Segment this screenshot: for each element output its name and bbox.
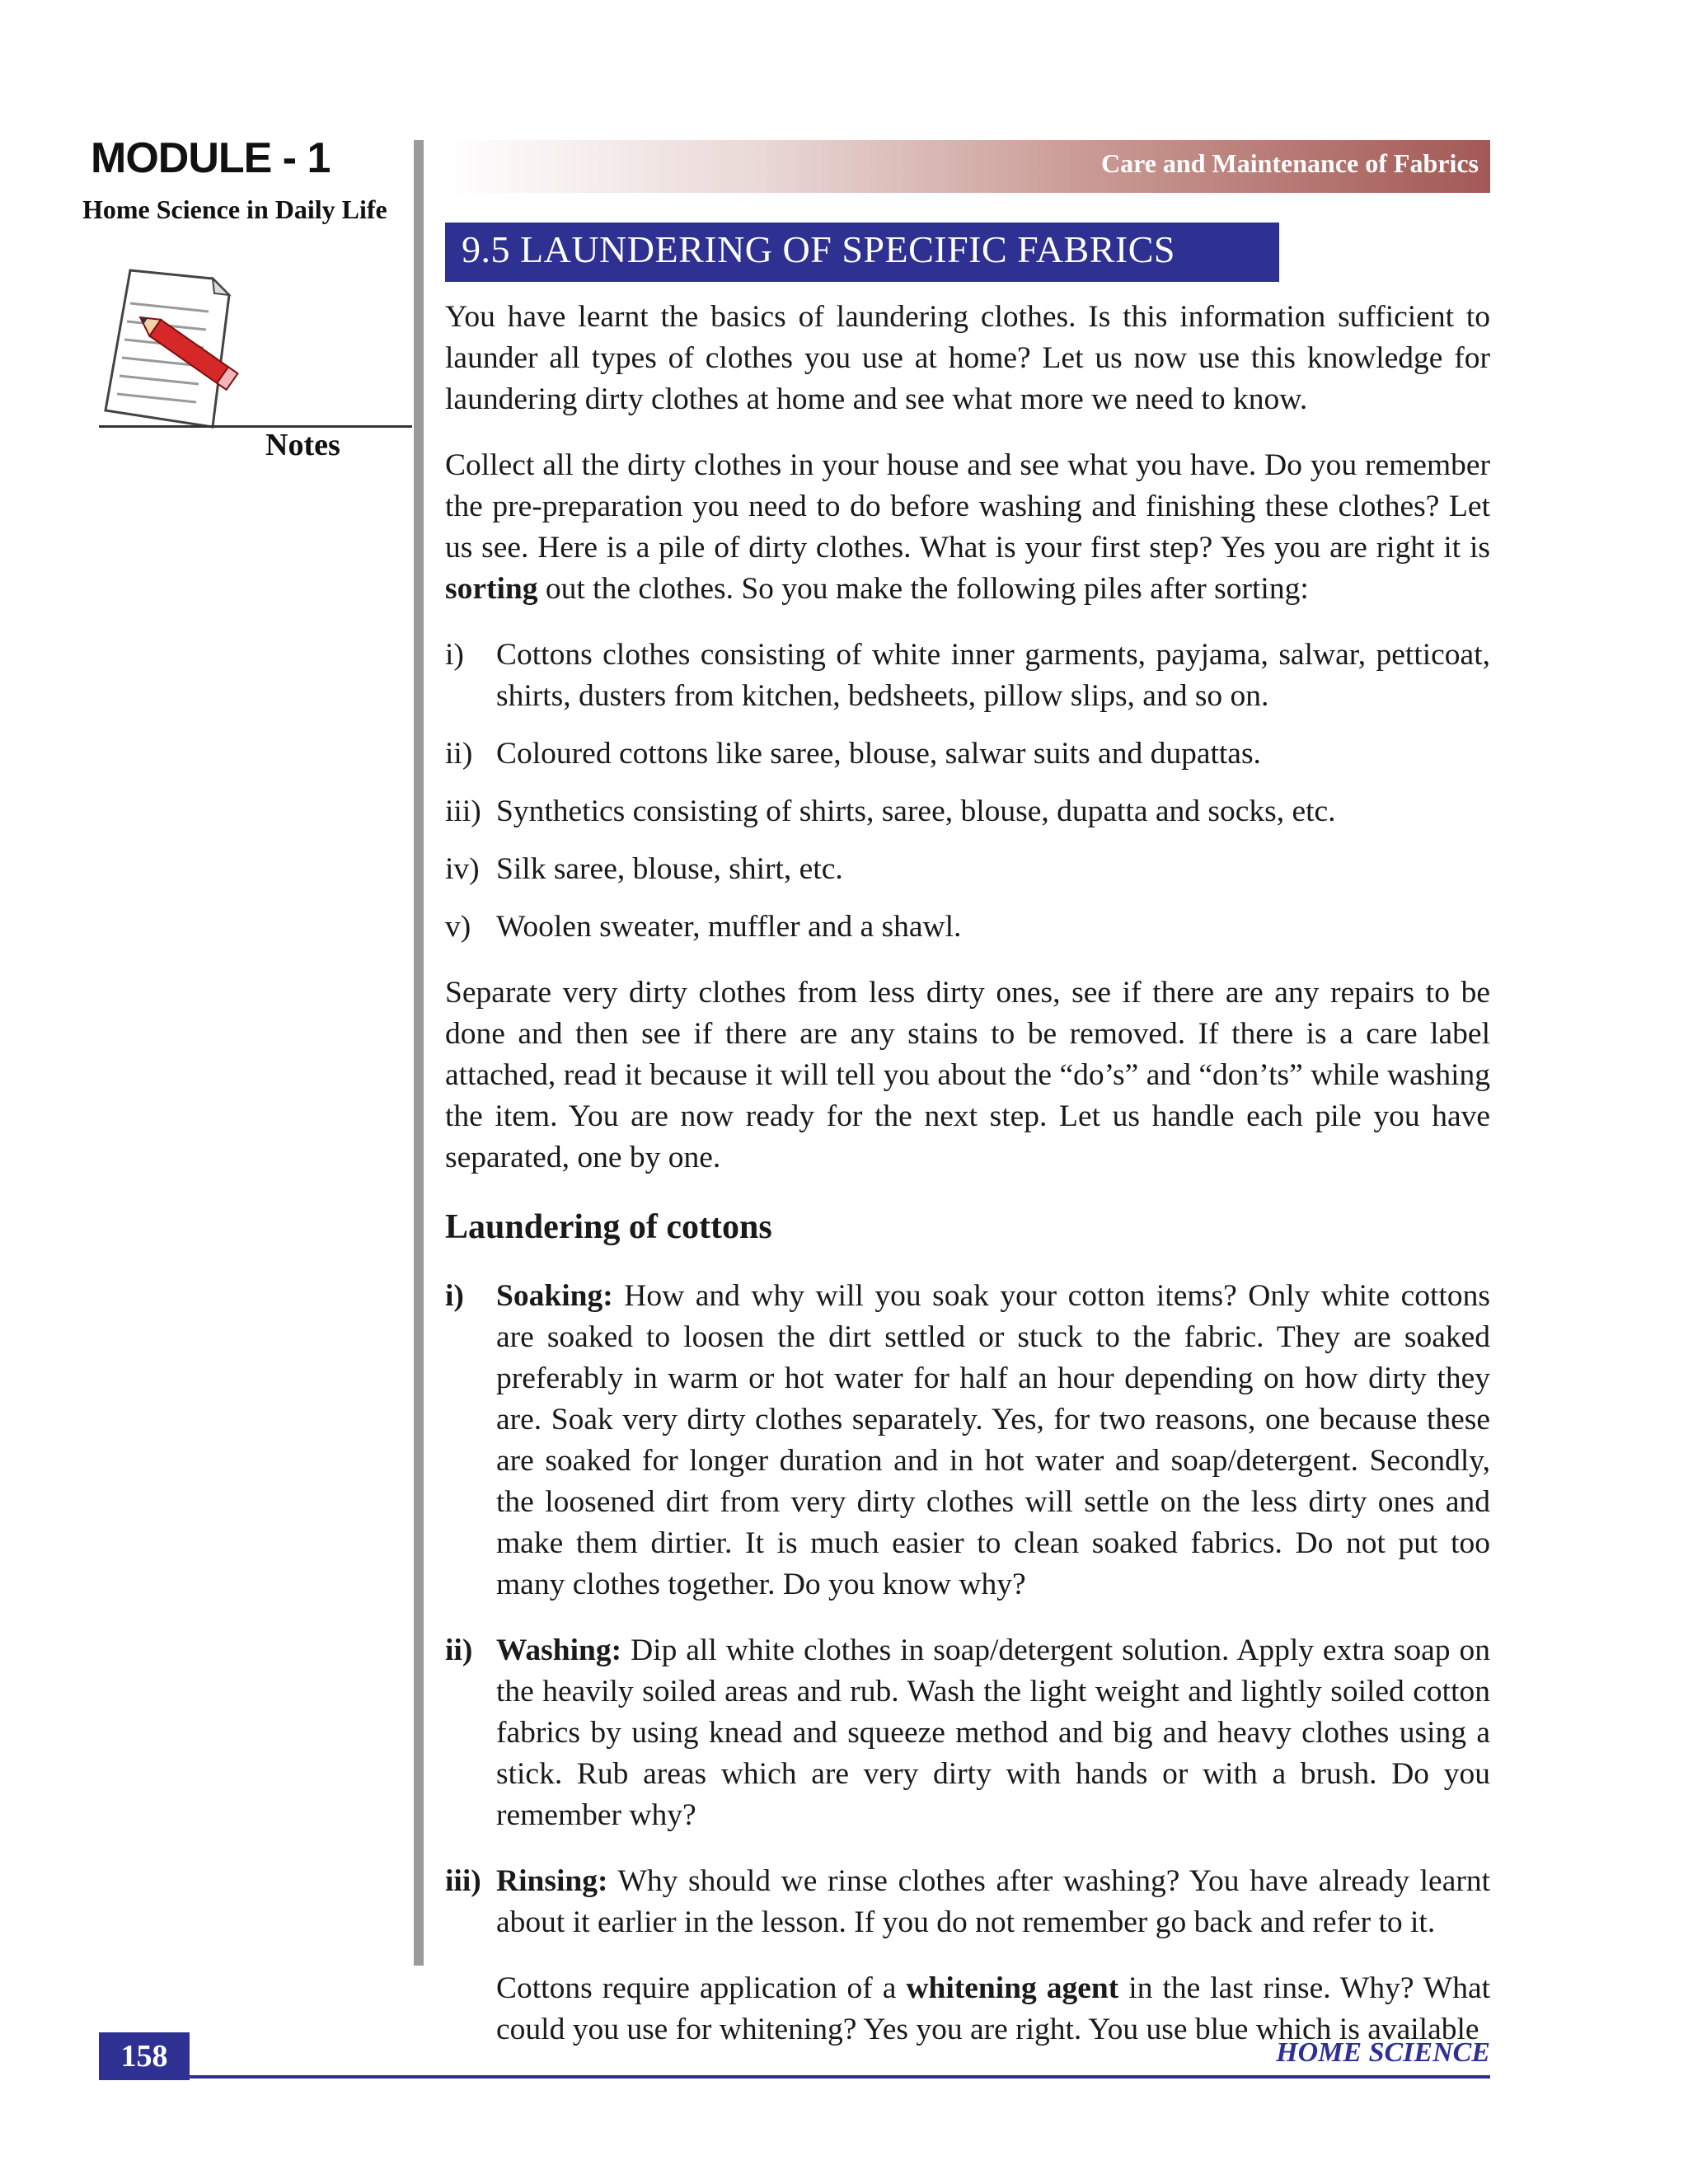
- step-text: [496, 1630, 1490, 1836]
- section-heading-box: [445, 223, 1279, 282]
- module-subtitle: Home Science in Daily Life: [82, 194, 387, 224]
- step-text: [496, 1276, 1490, 1605]
- list-item: [445, 791, 1490, 832]
- page-number: 158: [120, 2039, 168, 2074]
- whitening-keyword: whitening agent: [906, 1971, 1119, 2005]
- whitening-text-before: Cottons require application of a: [496, 1971, 907, 2005]
- section-title: 9.5 LAUNDERING OF SPECIFIC FABRICS: [462, 228, 1176, 270]
- list-text: Synthetics consisting of shirts, saree, blouse, dupatta and socks, etc.: [496, 794, 1336, 828]
- module-title: MODULE - 1: [91, 134, 331, 182]
- sorting-text-before: Collect all the dirty clothes in your house and see what you have. Do you remember the pre-preparation you need to do before washing and finishing these clothes? Let us see. Here is a pile of dirty clothes. What is your first step? Yes you are right it is: [445, 448, 1490, 565]
- footer-rule: [190, 2075, 1490, 2079]
- notes-rule: [99, 425, 412, 428]
- list-text: Silk saree, blouse, shirt, etc.: [496, 852, 843, 886]
- step-number: ii): [445, 1633, 473, 1667]
- sidebar: [0, 0, 420, 2184]
- notes-pencil-icon: [97, 262, 262, 443]
- list-item: [445, 1861, 1490, 1943]
- step-text: [496, 1861, 1490, 1943]
- intro-paragraph: You have learnt the basics of laundering clothes. Is this information sufficient to launder all types of clothes you use at home? Let us now use this knowledge for laundering dirty clothes at home and see what more we need to know.: [445, 300, 1490, 416]
- cottons-heading: Laundering of cottons: [445, 1208, 772, 1246]
- running-header: [443, 140, 1490, 193]
- step-number: i): [445, 1279, 464, 1313]
- list-item: [445, 635, 1490, 717]
- whitening-text-after: in the last rinse. Why? What could you use for whitening? Yes you are right. You use blue which is available: [496, 1971, 1491, 2046]
- separate-paragraph: Separate very dirty clothes from less dirty ones, see if there are any repairs to be done and then see if there are any stains to be removed. If there is a care label attached, read it because it will tell you about the “do’s” and “don’ts” while washing the item. You are now ready for the next step. Let us handle each pile you have separated, one by one.: [445, 976, 1490, 1174]
- step-label: Soaking:: [496, 1279, 613, 1313]
- list-number: iii): [445, 794, 481, 828]
- sorting-paragraph: [445, 445, 1490, 610]
- list-text: Cottons clothes consisting of white inner garments, payjama, salwar, petticoat, shirts, dusters from kitchen, bedsheets, pillow slips, and so on.: [496, 638, 1490, 713]
- step-label: Rinsing:: [496, 1864, 608, 1898]
- margin-divider: [414, 140, 424, 1966]
- list-number: i): [445, 638, 464, 672]
- sorting-text-after: out the clothes. So you make the following piles after sorting:: [537, 572, 1309, 606]
- list-number: ii): [445, 737, 473, 771]
- sorting-piles-list: [445, 635, 1490, 948]
- running-header-title: Care and Maintenance of Fabrics: [1100, 148, 1479, 178]
- footer-subject: HOME SCIENCE: [1276, 2037, 1490, 2068]
- list-item: [445, 1630, 1490, 1836]
- step-label: Washing:: [496, 1633, 622, 1667]
- list-number: iv): [445, 852, 480, 886]
- list-text: Woolen sweater, muffler and a shawl.: [496, 910, 962, 944]
- list-item: [445, 849, 1490, 890]
- list-text: Coloured cottons like saree, blouse, salwar suits and dupattas.: [496, 737, 1261, 771]
- page-number-box: [99, 2032, 190, 2080]
- step-number: iii): [445, 1864, 481, 1898]
- step-body: Dip all white clothes in soap/detergent solution. Apply extra soap on the heavily soiled areas and rub. Wash the light weight and lightly soiled cotton fabrics by using knead and squeeze method and big and heavy clothes using a stick. Rub areas which are very dirty with hands or with a brush. Do you remember why?: [496, 1633, 1490, 1832]
- notes-label: Notes: [265, 428, 340, 462]
- cottons-steps-list: [445, 1276, 1490, 1943]
- list-number: v): [445, 910, 471, 944]
- list-item: [445, 1276, 1490, 1605]
- sorting-keyword: sorting: [445, 572, 538, 606]
- list-item: [445, 907, 1490, 948]
- list-item: [445, 733, 1490, 775]
- step-body: Why should we rinse clothes after washing? You have already learnt about it earlier in the lesson. If you do not remember go back and refer to it.: [496, 1864, 1490, 1939]
- step-body: How and why will you soak your cotton items? Only white cottons are soaked to loosen the dirt settled or stuck to the fabric. They are soaked preferably in warm or hot water for half an hour depending on how dirty they are. Soak very dirty clothes separately. Yes, for two reasons, one because these are soaked for longer duration and in hot water and soap/detergent. Secondly, the loosened dirt from very dirty clothes will settle on the less dirty ones and make them dirtier. It is much easier to clean soaked fabrics. Do not put too many clothes together. Do you know why?: [496, 1279, 1490, 1601]
- main-content: [445, 297, 1490, 2075]
